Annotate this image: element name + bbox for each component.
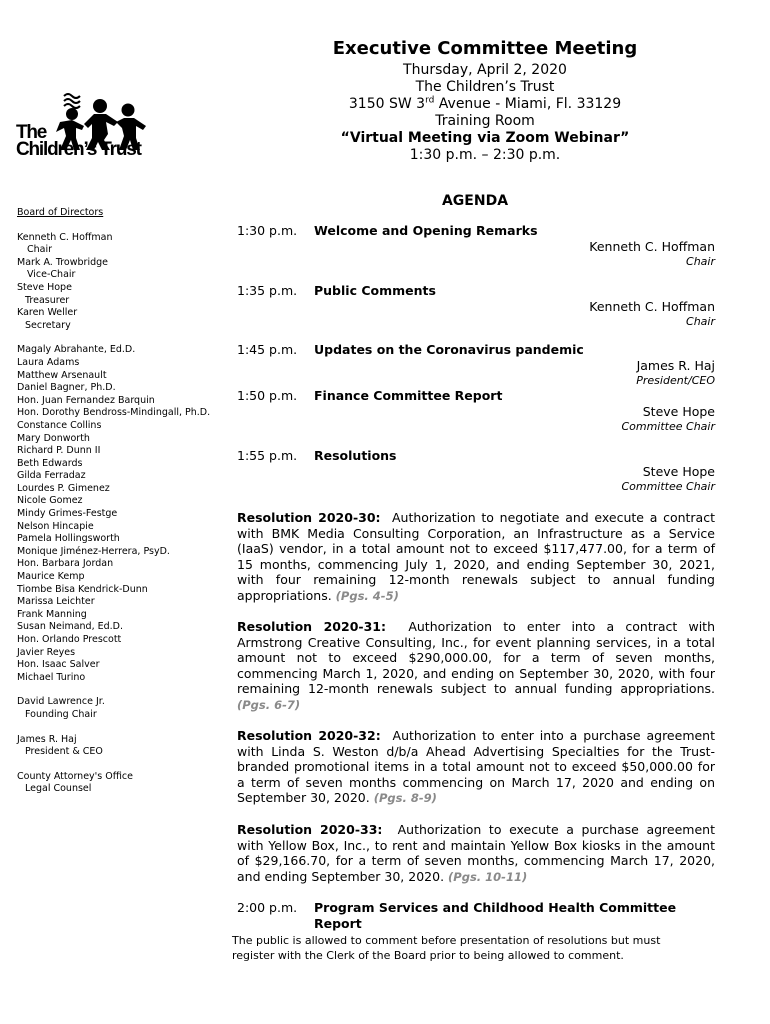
founding-chair-name: David Lawrence Jr. xyxy=(17,696,105,708)
founding-chair xyxy=(17,696,232,721)
address-city: Avenue - Miami, Fl. 33129 xyxy=(434,96,622,112)
resolution-label: Resolution 2020-33: xyxy=(237,822,383,837)
item-presenter: Kenneth C. Hoffman xyxy=(589,299,715,314)
public-comment-note: The public is allowed to comment before presentation of resolutions but must register with the Clerk of the Board prior to being allowed to comment. xyxy=(232,934,661,962)
agenda-item xyxy=(237,388,715,435)
item-title: Public Comments xyxy=(314,283,436,298)
board-member: Michael Turino xyxy=(17,671,86,683)
agenda-heading: AGENDA xyxy=(441,193,509,209)
board-member: Lourdes P. Gimenez xyxy=(17,482,110,494)
officers-list xyxy=(17,232,232,333)
resolution-2020-33 xyxy=(237,822,715,885)
meeting-time: 1:30 p.m. – 2:30 p.m. xyxy=(409,147,561,163)
board-member: Hon. Barbara Jordan xyxy=(17,558,114,570)
agenda-item-program-services xyxy=(237,900,715,932)
resolution-pages: (Pgs. 4-5) xyxy=(335,588,399,603)
resolution-text: Authorization to enter into a contract with Armstrong Creative Consulting, Inc., for event planning services, in a total amount not to exceed $290,000.00, for a term of seven months, commencing March 1, 2020, and ending on September 30, 2020, with four remaining 12-month renewals subject to annual funding appropriations. xyxy=(237,619,715,697)
resolution-2020-30 xyxy=(237,510,715,605)
meeting-date: Thursday, April 2, 2020 xyxy=(403,62,567,78)
item-time: 1:50 p.m. xyxy=(237,388,298,403)
board-member: Constance Collins xyxy=(17,419,102,431)
board-member: Mindy Grimes-Festge xyxy=(17,508,118,520)
legal-counsel xyxy=(17,771,232,796)
officer-name: Mark A. Trowbridge xyxy=(17,256,108,268)
board-member: Tiombe Bisa Kendrick-Dunn xyxy=(17,583,148,595)
item-role: Committee Chair xyxy=(621,420,715,433)
board-member: Frank Manning xyxy=(17,608,87,620)
agenda-item xyxy=(237,283,715,330)
resolution-pages: (Pgs. 6-7) xyxy=(237,697,301,712)
item-time: 2:00 p.m. xyxy=(237,900,298,915)
board-member: Pamela Hollingsworth xyxy=(17,533,120,545)
logo-line-2: Children’s Trust xyxy=(16,139,141,160)
officer-title: Vice-Chair xyxy=(27,269,76,281)
board-heading: Board of Directors xyxy=(17,207,104,218)
item-time: 1:30 p.m. xyxy=(237,223,298,238)
resolution-text: Authorization to execute a purchase agreement with Yellow Box, Inc., to rent and maintain Yellow Box kiosks in the amount of $29,166.70, for a term of seven months, commencing March 17, 2020, and ending September 30, 2020. xyxy=(237,822,715,884)
item-role: President/CEO xyxy=(636,374,715,387)
resolution-2020-32 xyxy=(237,728,715,807)
item-presenter: James R. Haj xyxy=(636,358,715,373)
board-member: Nelson Hincapie xyxy=(17,520,94,532)
item-role: Committee Chair xyxy=(621,480,715,493)
board-member: Matthew Arsenault xyxy=(17,369,107,381)
board-member: Hon. Isaac Salver xyxy=(17,659,100,671)
counsel-name: County Attorney's Office xyxy=(17,770,133,782)
board-member: Richard P. Dunn II xyxy=(17,445,101,457)
resolution-label: Resolution 2020-30: xyxy=(237,510,381,525)
item-time: 1:35 p.m. xyxy=(237,283,298,298)
board-member: Marissa Leichter xyxy=(17,596,95,608)
resolution-label: Resolution 2020-31: xyxy=(237,619,386,634)
board-member: Hon. Juan Fernandez Barquin xyxy=(17,394,155,406)
ceo-title: President & CEO xyxy=(25,746,103,758)
board-member: Monique Jiménez-Herrera, PsyD. xyxy=(17,545,170,557)
meeting-title: Executive Committee Meeting xyxy=(332,38,638,59)
resolution-text: Authorization to enter into a purchase agreement with Linda S. Weston d/b/a Ahead Advertising Specialties for the Trust-branded promotional items in a total amount not to exceed $50,000.00 for a term of seven months commencing on March 17, 2020 and ending on September 30, 2020. xyxy=(237,728,716,806)
board-member: Nicole Gomez xyxy=(17,495,83,507)
item-time: 1:55 p.m. xyxy=(237,448,298,463)
resolution-text: Authorization to negotiate and execute a contract with BMK Media Consulting Corporation, an Infrastructure as a Service (IaaS) vendor, in a total amount not to exceed $117,477.00, for a term of 15 months, commencing July 1, 2020, and ending September 30, 2021, with four remaining 12-month renewals subject to annual funding appropriations. xyxy=(237,510,715,603)
board-member: Magaly Abrahante, Ed.D. xyxy=(17,344,136,356)
agenda-item xyxy=(237,223,715,270)
president-ceo xyxy=(17,734,232,759)
board-member: Laura Adams xyxy=(17,356,80,368)
address-ordinal: rd xyxy=(425,95,435,106)
resolution-2020-31 xyxy=(237,619,715,714)
meeting-header xyxy=(250,36,720,164)
item-presenter: Kenneth C. Hoffman xyxy=(589,239,715,254)
board-member: Daniel Bagner, Ph.D. xyxy=(17,382,116,394)
board-member: Gilda Ferradaz xyxy=(17,470,86,482)
board-member: Hon. Orlando Prescott xyxy=(17,634,122,645)
officer-name: Steve Hope xyxy=(17,281,72,293)
logo-wordmark xyxy=(16,124,141,158)
logo-line-1: The xyxy=(16,122,47,143)
meeting-virtual: “Virtual Meeting via Zoom Webinar” xyxy=(340,130,630,146)
meeting-address xyxy=(250,96,720,113)
board-of-directors xyxy=(17,207,232,808)
board-member: Mary Donworth xyxy=(17,432,90,444)
item-title: Resolutions xyxy=(314,448,397,463)
board-member: Javier Reyes xyxy=(17,646,76,658)
childrens-trust-logo xyxy=(16,88,156,166)
item-title: Updates on the Coronavirus pandemic xyxy=(314,342,584,357)
board-member: Susan Neimand, Ed.D. xyxy=(17,621,124,633)
board-member: Maurice Kemp xyxy=(17,571,85,583)
item-time: 1:45 p.m. xyxy=(237,342,298,357)
item-title: Program Services and Childhood Health Committee xyxy=(314,900,677,915)
item-title-continued: Report xyxy=(314,916,362,931)
resolution-pages: (Pgs. 8-9) xyxy=(373,791,437,806)
board-member: Hon. Dorothy Bendross-Mindingall, Ph.D. xyxy=(17,407,211,419)
resolution-label: Resolution 2020-32: xyxy=(237,728,381,743)
meeting-room: Training Room xyxy=(435,113,535,129)
officer-title: Treasurer xyxy=(25,294,70,306)
address-street: 3150 SW 3 xyxy=(348,96,426,112)
officer-title: Chair xyxy=(27,244,53,256)
founding-chair-title: Founding Chair xyxy=(25,708,97,720)
officer-name: Kenneth C. Hoffman xyxy=(17,231,113,243)
counsel-title: Legal Counsel xyxy=(25,783,92,795)
item-presenter: Steve Hope xyxy=(642,464,715,479)
item-title: Finance Committee Report xyxy=(314,388,503,403)
members-list xyxy=(17,344,232,684)
officer-name: Karen Weller xyxy=(17,307,78,319)
board-member: Beth Edwards xyxy=(17,457,83,469)
organization-name: The Children’s Trust xyxy=(415,79,555,95)
agenda-item xyxy=(237,342,715,389)
item-role: Chair xyxy=(686,255,715,268)
item-title: Welcome and Opening Remarks xyxy=(314,223,538,238)
ceo-name: James R. Haj xyxy=(17,733,77,745)
item-presenter: Steve Hope xyxy=(642,404,715,419)
resolution-pages: (Pgs. 10-11) xyxy=(448,869,528,884)
agenda-item xyxy=(237,448,715,495)
officer-title: Secretary xyxy=(25,319,71,331)
item-role: Chair xyxy=(686,315,715,328)
